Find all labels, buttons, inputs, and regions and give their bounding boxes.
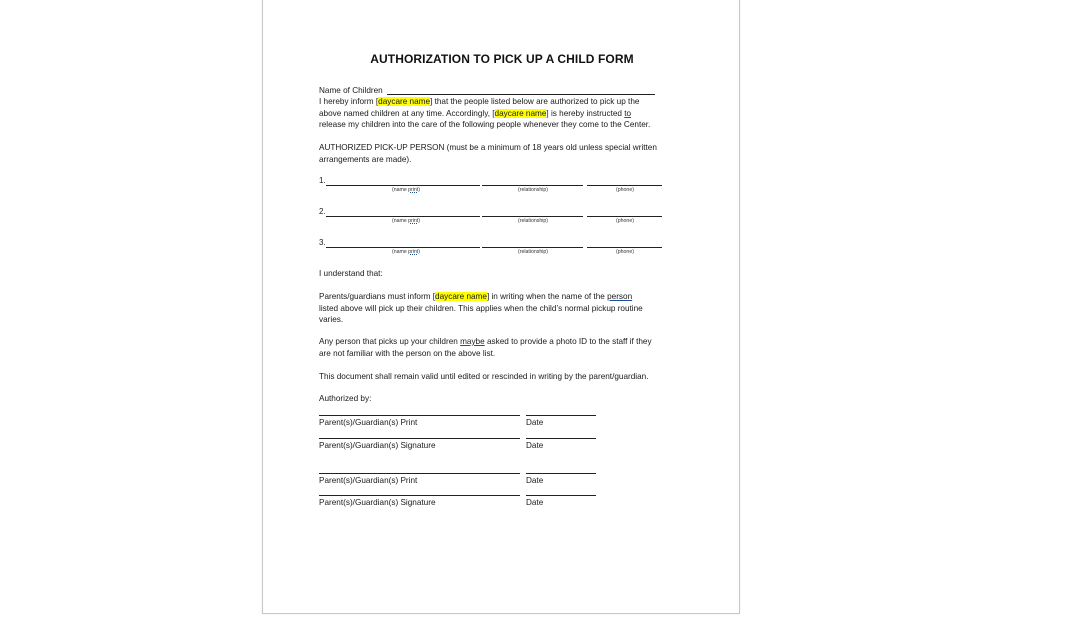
phone-label: (phone)	[616, 187, 634, 193]
para1-line-1: Parents/guardians must inform [daycare name] in writing when the name of the person	[319, 292, 633, 301]
children-name-line[interactable]	[387, 94, 655, 95]
para1-line-2: listed above will pick up their children. This applies when the child’s normal pickup routine	[319, 303, 643, 313]
date-line[interactable]	[526, 473, 596, 474]
understand-heading: I understand that:	[319, 269, 383, 278]
spellcheck-word: person	[607, 292, 633, 301]
name-line[interactable]	[326, 247, 480, 248]
inform-line-2: above named children at any time. Accordingly, [daycare name] is hereby instructed to	[319, 108, 632, 118]
para2-line-2: are not familiar with the person on the above list.	[319, 348, 496, 358]
date-label: Date	[526, 418, 544, 427]
row-number: 2.	[319, 207, 326, 216]
inform-line-1: I hereby inform [daycare name] that the people listed below are authorized to pick up the	[319, 97, 640, 106]
name-print-label: (name print)	[392, 249, 420, 255]
name-line[interactable]	[326, 216, 480, 217]
relationship-label: (relationship)	[518, 218, 548, 224]
name-print-label: (name print)	[392, 187, 420, 193]
signature-line[interactable]	[319, 438, 520, 439]
row-number: 1.	[319, 176, 326, 185]
date-label: Date	[526, 498, 544, 507]
para1-line-3: varies.	[319, 315, 344, 324]
relationship-line[interactable]	[482, 216, 583, 217]
spellcheck-word: to	[624, 108, 632, 118]
relationship-line[interactable]	[482, 247, 583, 248]
row-number: 3.	[319, 238, 326, 247]
date-line[interactable]	[526, 495, 596, 496]
signature-label: Parent(s)/Guardian(s) Print	[319, 418, 418, 427]
authorized-by-label: Authorized by:	[319, 394, 372, 403]
daycare-name-placeholder: daycare name	[494, 108, 547, 118]
form-title: AUTHORIZATION TO PICK UP A CHILD FORM	[370, 52, 634, 66]
phone-line[interactable]	[587, 216, 662, 217]
signature-line[interactable]	[319, 495, 520, 496]
date-label: Date	[526, 441, 544, 450]
signature-line[interactable]	[319, 415, 520, 416]
signature-label: Parent(s)/Guardian(s) Print	[319, 476, 418, 485]
name-line[interactable]	[326, 185, 480, 186]
relationship-line[interactable]	[482, 185, 583, 186]
spellcheck-word: maybe	[460, 337, 485, 346]
signature-label: Parent(s)/Guardian(s) Signature	[319, 441, 436, 450]
authorized-heading-line-2: arrangements are made).	[319, 154, 412, 164]
phone-label: (phone)	[616, 249, 634, 255]
inform-line-3: release my children into the care of the following people whenever they come to the Center.	[319, 120, 651, 129]
para3: This document shall remain valid until edited or rescinded in writing by the parent/guardian.	[319, 372, 649, 381]
date-line[interactable]	[526, 415, 596, 416]
relationship-label: (relationship)	[518, 187, 548, 193]
date-line[interactable]	[526, 438, 596, 439]
authorized-heading-line-1: AUTHORIZED PICK-UP PERSON (must be a minimum of 18 years old unless special written	[319, 143, 657, 152]
children-label: Name of Children	[319, 86, 383, 95]
daycare-name-placeholder: daycare name	[435, 292, 487, 301]
phone-label: (phone)	[616, 218, 634, 224]
relationship-label: (relationship)	[518, 249, 548, 255]
signature-line[interactable]	[319, 473, 520, 474]
para2-line-1: Any person that picks up your children maybe asked to provide a photo ID to the staff if they	[319, 337, 652, 346]
phone-line[interactable]	[587, 247, 662, 248]
phone-line[interactable]	[587, 185, 662, 186]
date-label: Date	[526, 476, 544, 485]
name-print-label: (name print)	[392, 218, 420, 224]
daycare-name-placeholder: daycare name	[378, 97, 431, 106]
document-page	[262, 0, 740, 614]
signature-label: Parent(s)/Guardian(s) Signature	[319, 498, 436, 507]
